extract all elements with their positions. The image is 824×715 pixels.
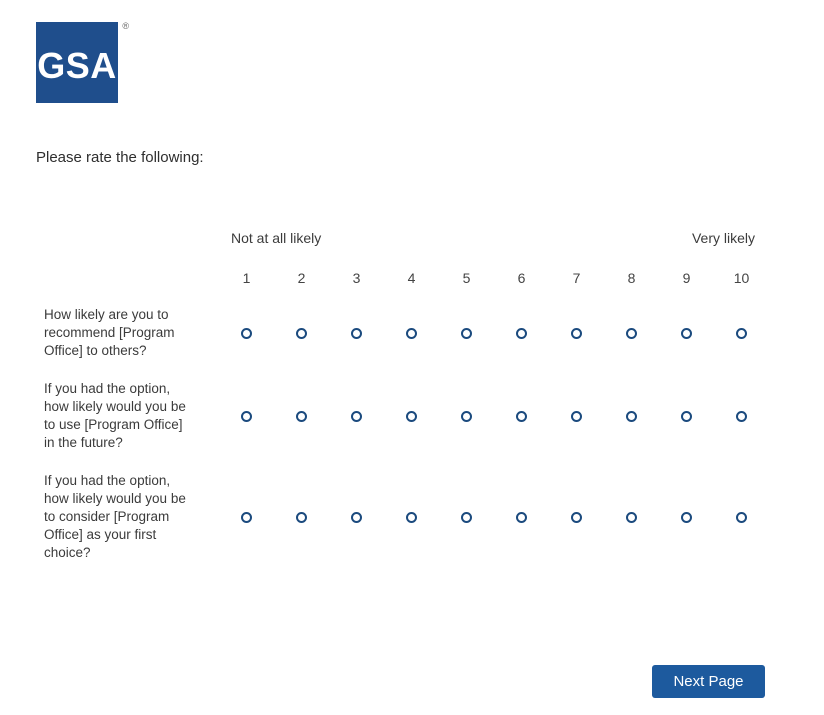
scale-number-9: 9 [682, 270, 691, 286]
radio-row3-value8[interactable] [626, 512, 637, 523]
question-text: If you had the option, how likely would you be to consider [Program Office] as your first choice? [44, 473, 186, 560]
scale-right-anchor: Very likely [691, 230, 755, 246]
radio-row1-value3[interactable] [351, 328, 362, 339]
question-row-use-future [36, 376, 769, 456]
radio-row1-value1[interactable] [241, 328, 252, 339]
radio-row3-value5[interactable] [461, 512, 472, 523]
radio-row3-value6[interactable] [516, 512, 527, 523]
scale-number-2: 2 [297, 270, 306, 286]
scale-number-row [36, 266, 769, 290]
scale-number-1: 1 [242, 270, 251, 286]
scale-number-3: 3 [352, 270, 361, 286]
radio-row2-value7[interactable] [571, 411, 582, 422]
radio-row3-value2[interactable] [296, 512, 307, 523]
radio-row3-value4[interactable] [406, 512, 417, 523]
scale-number-6: 6 [517, 270, 526, 286]
registered-trademark-mark: ® [122, 21, 129, 31]
scale-number-4: 4 [407, 270, 416, 286]
radio-row2-value4[interactable] [406, 411, 417, 422]
radio-row1-value5[interactable] [461, 328, 472, 339]
scale-number-7: 7 [572, 270, 581, 286]
radio-row1-value9[interactable] [681, 328, 692, 339]
gsa-logo-square [36, 22, 118, 103]
scale-anchor-row [36, 226, 769, 250]
radio-row3-value3[interactable] [351, 512, 362, 523]
radio-row2-value2[interactable] [296, 411, 307, 422]
radio-row3-value9[interactable] [681, 512, 692, 523]
radio-row2-value6[interactable] [516, 411, 527, 422]
radio-row3-value10[interactable] [736, 512, 747, 523]
scale-number-5: 5 [462, 270, 471, 286]
radio-row2-value9[interactable] [681, 411, 692, 422]
radio-row2-value3[interactable] [351, 411, 362, 422]
survey-prompt: Please rate the following: [36, 149, 204, 166]
radio-row1-value8[interactable] [626, 328, 637, 339]
radio-row2-value8[interactable] [626, 411, 637, 422]
radio-row2-value1[interactable] [241, 411, 252, 422]
radio-row1-value4[interactable] [406, 328, 417, 339]
scale-number-8: 8 [627, 270, 636, 286]
radio-row3-value1[interactable] [241, 512, 252, 523]
scale-left-anchor: Not at all likely [231, 230, 322, 246]
radio-row2-value10[interactable] [736, 411, 747, 422]
radio-row3-value7[interactable] [571, 512, 582, 523]
radio-row2-value5[interactable] [461, 411, 472, 422]
radio-row1-value7[interactable] [571, 328, 582, 339]
scale-number-10: 10 [733, 270, 750, 286]
question-text: How likely are you to recommend [Program Office] to others? [44, 307, 175, 358]
radio-row1-value10[interactable] [736, 328, 747, 339]
question-row-first-choice [36, 468, 769, 566]
question-text: If you had the option, how likely would you be to use [Program Office] in the future? [44, 381, 186, 450]
next-page-button[interactable]: Next Page [652, 665, 765, 698]
radio-row1-value2[interactable] [296, 328, 307, 339]
rating-matrix [36, 226, 769, 578]
radio-row1-value6[interactable] [516, 328, 527, 339]
gsa-logo [36, 21, 129, 103]
gsa-logo-text: GSA [37, 44, 117, 86]
question-row-recommend [36, 302, 769, 364]
